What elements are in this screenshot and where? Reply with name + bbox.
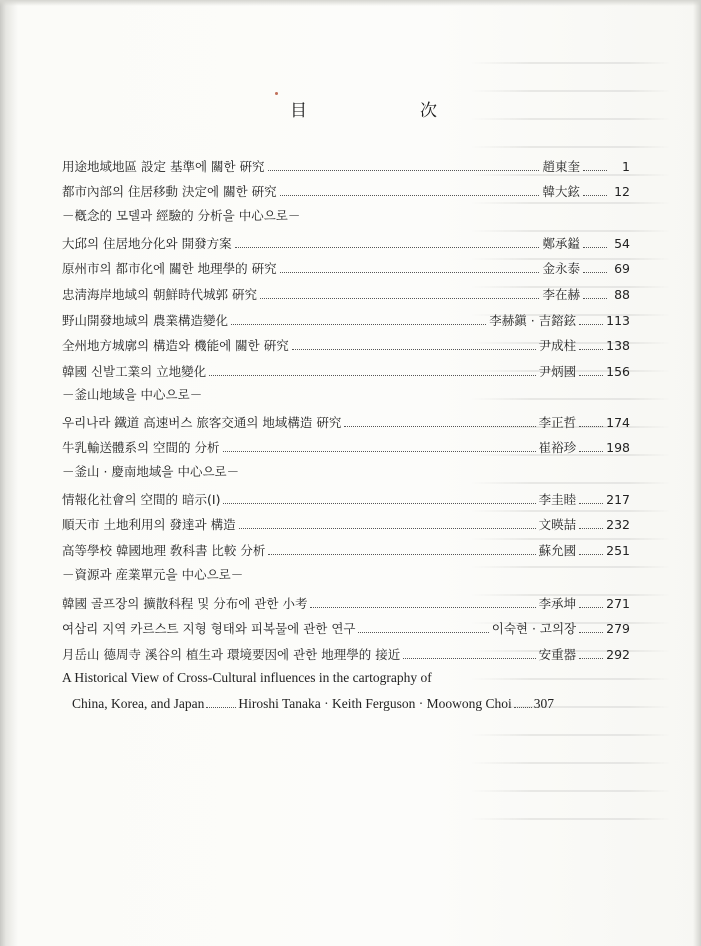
entry-page: 54 [614, 236, 630, 251]
toc-entry [62, 514, 630, 536]
entry-page: 1 [622, 159, 630, 174]
entry-title: 原州市의 都市化에 關한 地理學的 硏究 [62, 261, 277, 276]
entry-title: 우리나라 鐵道 高速버스 旅客交通의 地域構造 硏究 [62, 415, 342, 430]
dot-leader [514, 707, 532, 708]
toc-entry [62, 233, 630, 255]
dot-leader [239, 528, 536, 529]
entry-title: 情報化社會의 空間的 暗示(Ⅰ) [62, 492, 221, 507]
toc-entry [62, 644, 630, 666]
dot-leader [579, 375, 603, 376]
dot-leader [579, 349, 603, 350]
dot-leader [583, 170, 607, 171]
toc-entry [62, 284, 630, 306]
english-entry-title: China, Korea, and Japan [72, 696, 205, 711]
entry-author: 李正哲 [538, 415, 577, 430]
dot-leader [579, 554, 603, 555]
toc-entry [62, 258, 630, 280]
entry-page: 156 [606, 364, 630, 379]
dot-leader [280, 272, 540, 273]
dot-leader [223, 503, 535, 504]
english-entry-page: 307 [533, 696, 555, 711]
toc-entry [62, 361, 630, 383]
entry-page: 198 [606, 440, 630, 455]
entry-author: 尹炳國 [538, 364, 577, 379]
dot-leader [579, 426, 603, 427]
entry-author: 趙東奎 [542, 159, 580, 174]
dot-leader [231, 324, 486, 325]
dot-leader [358, 632, 488, 633]
entry-title: 高等學校 韓國地理 敎科書 比較 分析 [62, 543, 266, 558]
entry-author: 金永泰 [542, 261, 580, 276]
entry-author: 李承坤 [538, 596, 577, 611]
entry-subtitle: －槪念的 모델과 經驗的 分析을 中心으로－ [62, 208, 301, 223]
entry-title: 大邱의 住居地分化와 開發方案 [62, 236, 232, 251]
dot-leader [280, 195, 540, 196]
entry-page: 113 [606, 313, 630, 328]
entry-author: 李圭睦 [538, 492, 577, 507]
dot-leader [579, 503, 603, 504]
entry-title: 都市內部의 住居移動 決定에 關한 硏究 [62, 184, 277, 199]
page-edge-shadow [693, 0, 701, 946]
toc-entry [62, 489, 630, 511]
toc-entry [62, 437, 630, 459]
entry-page: 217 [606, 492, 630, 507]
dot-leader [260, 298, 539, 299]
entry-page: 138 [606, 338, 630, 353]
dot-leader [344, 426, 535, 427]
toc-entry [62, 310, 630, 332]
entry-subtitle: －釜山地域을 中心으로－ [62, 387, 203, 402]
entry-title: 全州地方城廓의 構造와 機能에 關한 硏究 [62, 338, 289, 353]
entry-page: 12 [614, 184, 630, 199]
paper-speck [275, 92, 278, 95]
entry-author: 韓大鉉 [542, 184, 580, 199]
toc-entry [62, 540, 630, 562]
toc-entry [62, 593, 630, 615]
dot-leader [583, 298, 607, 299]
toc-entry [62, 412, 630, 434]
dot-leader [579, 632, 603, 633]
dot-leader [206, 707, 236, 708]
dot-leader [579, 658, 603, 659]
entry-author: 崔裕珍 [538, 440, 577, 455]
entry-author: 李赫鎭 · 吉鎔鉉 [489, 313, 577, 328]
dot-leader [268, 170, 540, 171]
entry-subtitle: －資源과 産業單元을 中心으로－ [62, 567, 244, 582]
entry-page: 174 [606, 415, 630, 430]
page-title: 目 次 [290, 101, 485, 121]
entry-author: 李在赫 [542, 287, 580, 302]
dot-leader [310, 607, 535, 608]
entry-subtitle: －釜山 · 慶南地域을 中心으로－ [62, 464, 240, 479]
dot-leader [268, 554, 535, 555]
entry-author: 安重器 [538, 647, 577, 662]
entry-title: 韓國 골프장의 擴散科程 및 分布에 관한 小考 [62, 596, 308, 611]
toc-entry [62, 181, 630, 203]
entry-page: 279 [606, 621, 630, 636]
dot-leader [209, 375, 535, 376]
entry-page: 251 [606, 543, 630, 558]
dot-leader [579, 451, 603, 452]
entry-page: 88 [614, 287, 630, 302]
entry-author: 文暎喆 [538, 517, 577, 532]
dot-leader [583, 195, 607, 196]
dot-leader [292, 349, 536, 350]
english-entry-authors: Hiroshi Tanaka · Keith Ferguson · Moowong Choi [238, 696, 512, 711]
english-entry [72, 693, 628, 715]
page-edge-shadow [0, 0, 701, 6]
dot-leader [583, 272, 607, 273]
dot-leader [579, 607, 603, 608]
dot-leader [235, 247, 540, 248]
dot-leader [579, 528, 603, 529]
entry-author: 鄭承鎰 [542, 236, 580, 251]
entry-title: 여삼리 지역 카르스트 지형 형태와 피복물에 관한 연구 [62, 621, 356, 636]
dot-leader [583, 247, 607, 248]
english-entry-title-line: A Historical View of Cross-Cultural influences in the cartography of [62, 670, 432, 685]
entry-page: 271 [606, 596, 630, 611]
entry-page: 232 [606, 517, 630, 532]
entry-author: 이숙현 · 고의장 [491, 621, 577, 636]
entry-author: 蘇允國 [538, 543, 577, 558]
dot-leader [223, 451, 536, 452]
entry-title: 牛乳輸送體系의 空間的 分析 [62, 440, 220, 455]
entry-page: 69 [614, 261, 630, 276]
toc-entry [62, 618, 630, 640]
dot-leader [403, 658, 535, 659]
entry-page: 292 [606, 647, 630, 662]
entry-title: 忠淸海岸地域의 朝鮮時代城郭 硏究 [62, 287, 258, 302]
toc-entry [62, 156, 630, 178]
entry-title: 野山開發地域의 農業構造變化 [62, 313, 229, 328]
toc-entry [62, 335, 630, 357]
entry-title: 月岳山 德周寺 溪谷의 植生과 環境要因에 관한 地理學的 接近 [62, 647, 401, 662]
dot-leader [579, 324, 603, 325]
entry-author: 尹成柱 [538, 338, 577, 353]
entry-title: 順天市 土地利用의 發達과 構造 [62, 517, 236, 532]
entry-title: 用途地域地區 設定 基準에 關한 硏究 [62, 159, 265, 174]
entry-title: 韓國 신발工業의 立地變化 [62, 364, 207, 379]
